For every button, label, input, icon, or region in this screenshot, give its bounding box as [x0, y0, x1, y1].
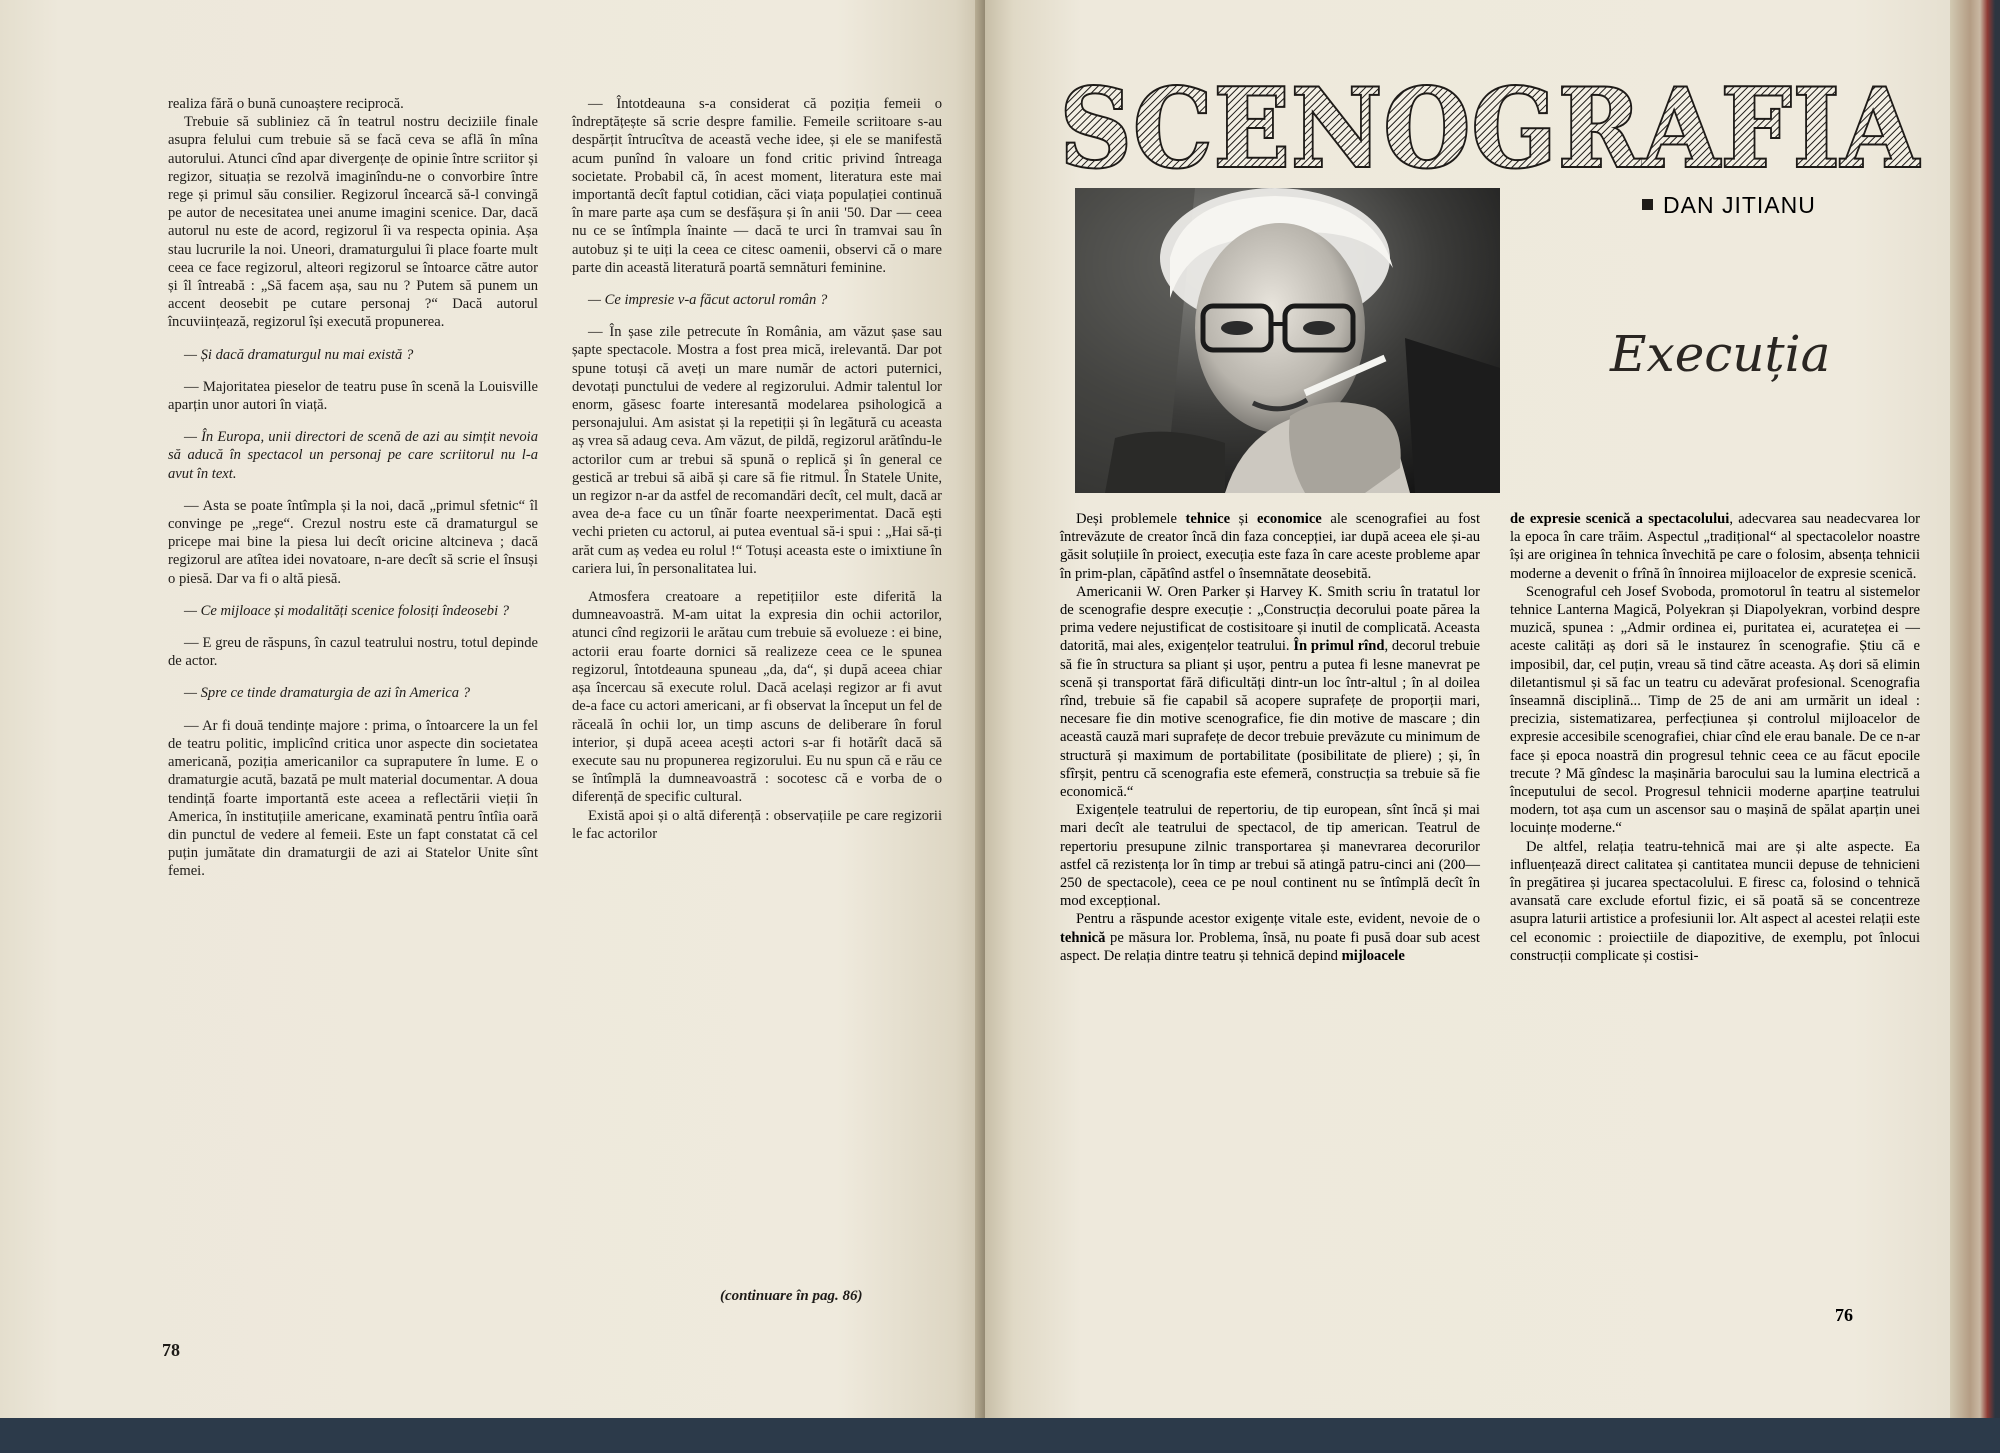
- paragraph: Trebuie să subliniez că în teatrul nostru deciziile finale asupra felului cum trebuie să se facă ceva se află în mîna autorului. Atunci cînd apar divergențe de opinie între scriitor și regizor, situația se rezolvă imaginîndu-ne o convorbire între rege și primul său consilier. Regizorul încearcă să-l convingă pe autor de necesitatea unei anume imagini scenice. Dar, dacă autorul nu este de acord, regizorul îi va respecta opinia. Așa stau lucrurile la noi. Uneori, dramaturgului îi place foarte mult ceea ce face regizorul, alteori regizorul se întoarce către autor și îl întreabă : „Să facem așa, sau nu ? Putem să punem un accent deosebit pe cutare personaj ?“ Dacă autorul încuviințează, regizorul își execută propunerea.: [168, 114, 538, 331]
- page-edge: [1950, 0, 2000, 1453]
- article-title: Execuția: [1610, 325, 1831, 383]
- right-column-1: [1060, 510, 1480, 965]
- paragraph: Atmosfera creatoare a repetițiilor este diferită la dumneavoastră. M-am uitat la expresia din ochii actorilor, atunci cînd regizorii le arătau cum trebuie să evolueze : ei bine, actorii erau foarte dornici să realizeze ceea ce le spunea regizorul, întotdeauna spuneau „da, da“, și după aceea chiar așa încercau să execute rolul. Dacă același regizor ar fi avut de-a face cu actori americani, ar fi observat la început un fel de răceală în ochii lor, un timp ascuns de deliberare în forul interior, și după aceea acești actori s-ar fi hotărît dacă să execute sau nu propunerea regizorului. Eu nu spun că e rău ce se întîmplă la dumneavoastră : socotesc că e vorba de o diferență de specific cultural.: [572, 589, 942, 806]
- paragraph: — E greu de răspuns, în cazul teatrului nostru, totul depinde de actor.: [168, 635, 538, 670]
- paragraph: — Și dacă dramaturgul nu mai există ?: [184, 346, 414, 363]
- bullet-square-icon: [1642, 199, 1653, 210]
- page-number-left: 78: [162, 1340, 180, 1360]
- paragraph: — Ce impresie v-a făcut actorul român ?: [588, 292, 828, 309]
- author-name: DAN JITIANU: [1663, 192, 1816, 218]
- right-column-2: [1510, 510, 1920, 965]
- paragraph: De altfel, relația teatru-tehnică mai are și alte aspecte. Ea influențează direct calitatea și cantitatea muncii depuse de tehnicieni în pregătirea și jucarea spectacolului. E firesc ca, folosind o tehnică avansată care exclude efortul fizic, ei să poată să se concentreze asupra laturii artistice a profesiunii lor. Alt aspect al acestei relații este cel economic : proiectiile de diapozitive, de exemplu, pot înlocui construcții complicate și costisi-: [1510, 838, 1920, 964]
- paragraph: Pentru a răspunde acestor exigențe vitale este, evident, nevoie de o tehnică pe măsura lor. Problema, însă, nu poate fi pusă doar sub acest aspect. De relația dintre teatru și tehnică depind mijloacele: [1060, 911, 1480, 964]
- paragraph: — În șase zile petrecute în România, am văzut șase sau șapte spectacole. Mostra a fost prea mică, irelevantă. Dar pot spune totuși că aveți un mare număr de actori puternici, devotați punctului de vedere al regizorului. Admir talentul lor enorm, găsesc foarte interesantă modelarea psihologică a personajului. Am asistat și la repetiții și în legătură cu aceasta aș vrea să adaug ceva. Am văzut, de pildă, regizorul arătîndu-le actorilor cum ar trebui să spună o replică și în general ce gestică ar trebui să aibă și care să fie ritmul. În Statele Unite, un regizor n-ar da astfel de recomandări decît, cel mult, dacă ar avea de-a face cu un tînăr foarte neexperimentat. Dacă ești vechi prieten cu actorul, ai putea eventual să-i spui : „Hai să-ți arăt cum aș vedea eu rolul !“ Totuși aceasta este o imixtiune în cariera lui, în personalitatea lui.: [572, 324, 942, 577]
- paragraph: — Majoritatea pieselor de teatru puse în scenă la Louisville aparțin unor autori în viață.: [168, 378, 538, 414]
- author-portrait-photo: [1075, 188, 1500, 493]
- left-column-2: [572, 95, 942, 843]
- paragraph: Scenograful ceh Josef Svoboda, promotorul în teatru al sistemelor tehnice Lanterna Magică, Polyekran și Diapolyekran, vorbind despre muzică, spunea : „Admir ordinea ei, puritatea ei, acuratețea ei — aceste calități aș dori să le instaurez în scenografie. Știu că e imposibil, dar, cel puțin, vreau să tind către aceasta. Aș dori să elimin diletantismul și să fac un teatru cu adevărat profesional. Scenografia înseamnă disciplină... Timp de 25 de ani am urmărit un ideal : precizia, sistematizarea, perfecțiunea și controlul mijloacelor de expresie accesibile scenografiei, chiar cînd ele erau banale. De ce n-ar face și epoca noastră din progresul tehnic ceea ce au făcut epocile trecute ? Mă gîndesc la mașinăria barocului sau la lumina electrică a începutului de secol. Progresul tehnicii moderne aparține teatrului modern, tot așa cum un ascensor sau o mașină de spălat aparțin unei locuințe moderne.“: [1510, 583, 1920, 837]
- paragraph: Există apoi și o altă diferență : observațiile pe care regizorii le fac actorilor: [572, 807, 942, 842]
- paragraph: Exigențele teatrului de repertoriu, de tip european, sînt încă și mai mari decît ale teatrului de spectacol, de tip american. Teatrul de repertoriu presupune zilnic transportarea și manevrarea decorurilor astfel că rezistența lor în timp ar trebui să atingă patru-cinci ani (200—250 de spectacole), ceea ce pe noul continent nu se întîmplă decît în mod excepțional.: [1060, 802, 1480, 910]
- section-title-text: SCENOGRAFIA: [1060, 70, 1921, 180]
- paragraph: — Asta se poate întîmpla și la noi, dacă „primul sfetnic“ îl convinge pe „rege“. Crezul nostru este că dramaturgul se pricepe mai bine la piesa lui decît oricine altcineva ; dacă regizorul are atîtea idei novatoare, n-are decît să scrie el însuși o piesă. Dar va fi o altă piesă.: [168, 497, 538, 587]
- author-byline: [1642, 192, 1816, 219]
- left-column-1: [168, 95, 538, 881]
- paragraph: realiza fără o bună cunoaștere reciprocă.: [168, 96, 404, 112]
- paragraph: Americanii W. Oren Parker și Harvey K. Smith scriu în tratatul lor de scenografie despre execuție : „Construcția decorului poate părea la prima vedere nejustificat de costisitoare și inutil de complicată. Aceasta datorită, mai ales, exigențelor teatrului. În primul rînd, decorul trebuie să fie în structura sa pliant și ușor, pentru a putea fi lesne manevrat pe scenă și transportat fără dificultăți dintr-un loc într-altul ; în al doilea rînd, trebuie să fie capabil să acopere suprafețe de proporții mari, necesare fie din motive scenografice, fie din motive de mascare ; din această cauză mari suprafețe de decor trebuie prevăzute cu minimum de structură și maximum de portabilitate (posibilitate de pliere) ; și, în sfîrșit, pentru că scenografia este efemeră, construcția sa trebuie să fie economică.“: [1060, 583, 1480, 801]
- paragraph: — Întotdeauna s-a considerat că poziția femeii o îndreptățește să scrie despre familie. Femeile scriitoare s-au despărțit întrucîtva de această veche idee, și ele se manifestă acum punînd în valoare un fond critic privind întreaga societate. Probabil că, în acest moment, literatura este mai importantă decît faptul cotidian, căci viața populației continuă în mare parte așa cum se desfășura și în anii '50. Dar — ceea nu ce se întîmpla înainte — dacă te urci în tramvai sau în autobuz și te uiți la ceea ce citesc oamenii, observi că o mare parte din această literatură poartă semnături feminine.: [572, 96, 942, 276]
- continuation-note: (continuare în pag. 86): [720, 1288, 863, 1304]
- section-title-banner: [1050, 70, 1930, 180]
- paragraph: — Ce mijloace și modalități scenice folosiți îndeosebi ?: [184, 602, 510, 619]
- paragraph: — Spre ce tinde dramaturgia de azi în America ?: [184, 685, 471, 702]
- paragraph: de expresie scenică a spectacolului, adecvarea sau neadecvarea lor la epoca în care trăim. Aspectul „tradițional“ al spectacolelor noastre își are originea în tehnica învechită pe care o folosim, absența tehnicii moderne a devenit o frînă în înnoirea mijloacelor de expresie scenică.: [1510, 511, 1920, 582]
- paragraph: — În Europa, unii directori de scenă de azi au simțit nevoia să aducă în spectacol un personaj pe care scriitorul nu l-a avut în text.: [168, 429, 538, 482]
- page-number-right: 76: [1835, 1305, 1853, 1325]
- left-page: [0, 0, 985, 1453]
- background-surface: [0, 1418, 2000, 1453]
- paragraph: Deși problemele tehnice și economice ale scenografiei au fost întrevăzute de creator încă din faza concepției, iar după aceea ele și-au găsit soluțiile în proiect, execuția este faza în care aceste probleme apar în prim-plan, căpătînd astfel o însemnătate deosebită.: [1060, 511, 1480, 582]
- paragraph: — Ar fi două tendințe majore : prima, o întoarcere la un fel de teatru politic, implicînd critica unor aspecte din societatea americană, poziția americanilor ca supraputere în lume. E o dramaturgie acută, bazată pe mult material documentar. A doua tendință foarte importantă este aceea a reflectării vieții în America, în instituțiile americane, examinată pentru întîia oară din punctul de vedere al femeii. Este un fapt constatat că cel puțin jumătate din dramaturgii de azi ai Statelor Unite sînt femei.: [168, 717, 538, 880]
